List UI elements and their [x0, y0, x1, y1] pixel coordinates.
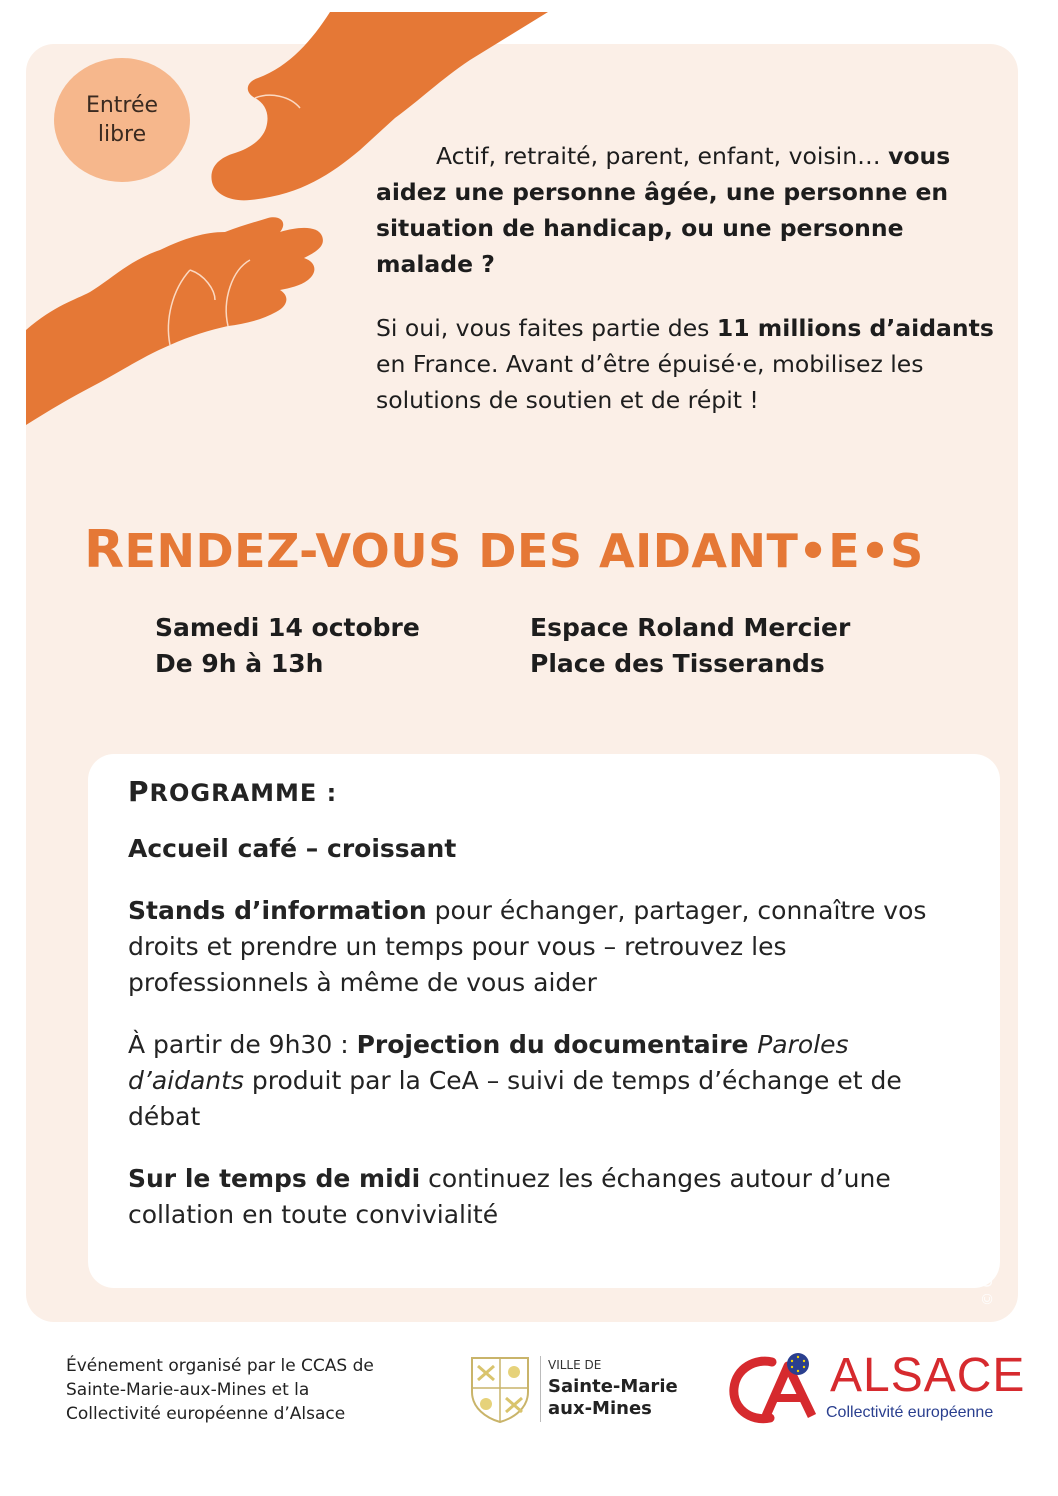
intro-p2-end: en France. Avant d’être épuisé·e, mobilisez les solutions de soutien et de répit ! — [376, 350, 924, 414]
intro-paragraph-2 — [376, 310, 1006, 418]
town-name: Sainte-Marie aux-Mines — [548, 1376, 678, 1419]
event-hours: De 9h à 13h — [155, 649, 324, 678]
program-box — [88, 754, 1000, 1288]
lower-hand — [26, 217, 323, 425]
free-entry-badge — [54, 58, 190, 182]
intro-p1-rest: vous aidez une personne âgée, une personne en situation de handicap, ou une personne malade ? — [376, 142, 951, 278]
organizer-line2: Sainte-Marie-aux-Mines et la — [66, 1380, 310, 1400]
intro-p1-line1: Actif, retraité, parent, enfant, voisin… — [436, 142, 881, 170]
image-credit: © Cette affiche a été conçue à l’aide d’images issues de Freepik.com — [980, 819, 996, 1306]
alsace-logo — [726, 1349, 1026, 1428]
program-heading: PROGRAMME : — [128, 775, 338, 808]
alsace-wordmark: ALSACE — [830, 1349, 1026, 1402]
intro-paragraph-1 — [376, 138, 1006, 282]
event-venue: Espace Roland Mercier — [530, 613, 851, 642]
alsace-emblem-icon — [726, 1352, 826, 1428]
event-date: Samedi 14 octobre — [155, 613, 420, 642]
program-item-lunch: Sur le temps de midi continuez les échanges autour d’une collation en toute convivialité — [128, 1164, 891, 1229]
town-prefix: VILLE DE — [548, 1358, 602, 1372]
organizer-text — [66, 1354, 374, 1426]
event-where — [530, 610, 850, 682]
program-item-stands: Stands d’information pour échanger, partager, connaître vos droits et prendre un temps pour vous – retrouvez les professionnels à même de vous aider — [128, 896, 927, 997]
organizer-line3: Collectivité européenne d’Alsace — [66, 1404, 346, 1424]
town-separator — [540, 1356, 541, 1422]
alsace-subtitle: Collectivité européenne — [826, 1404, 994, 1421]
badge-line2: libre — [97, 122, 147, 147]
event-when — [155, 610, 420, 682]
program-item-welcome: Accueil café – croissant — [128, 834, 457, 863]
intro-p2-bold: 11 millions d’aidants — [716, 314, 994, 342]
event-title — [84, 520, 924, 580]
town-logo — [468, 1354, 688, 1426]
intro-text — [376, 138, 1006, 446]
title-rest: ENDEZ-VOUS DES AIDANT•E•S — [124, 524, 924, 578]
title-first-letter: R — [84, 520, 125, 580]
town-shield-icon — [468, 1354, 532, 1424]
program-content — [128, 774, 948, 1259]
organizer-line1: Événement organisé par le CCAS de — [66, 1356, 374, 1376]
event-address: Place des Tisserands — [530, 649, 825, 678]
program-item-screening: À partir de 9h30 : Projection du documentaire Paroles d’aidants produit par la CeA – suivi de temps d’échange et de débat — [128, 1030, 902, 1131]
intro-p2-start: Si oui, vous faites partie des — [376, 314, 717, 342]
badge-line1: Entrée — [85, 93, 159, 118]
